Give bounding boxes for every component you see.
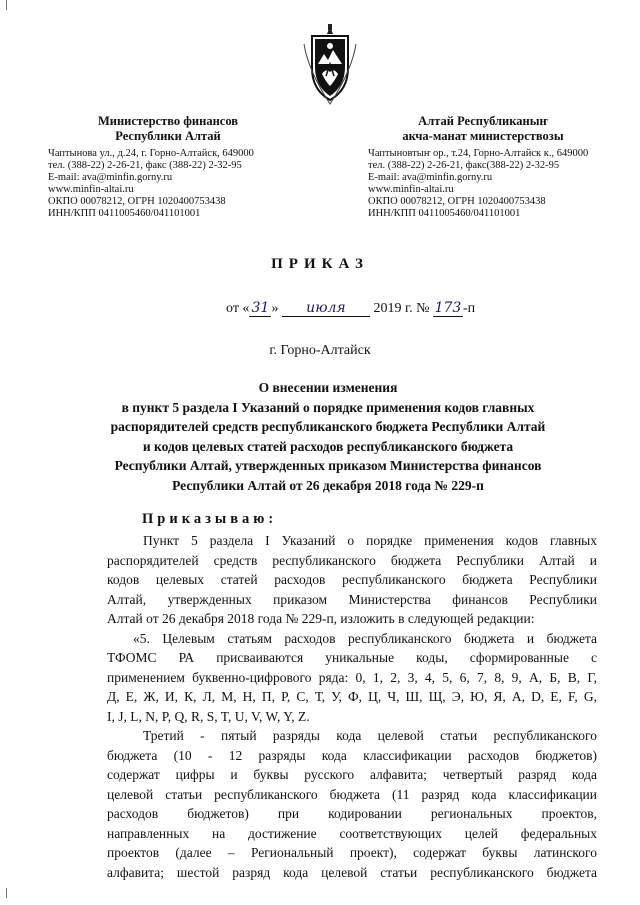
body-line: кодов целевых статей расходов республиканского бюджета Республики [107,572,597,587]
ministry-website-altai: www.minfin-altai.ru [368,184,454,195]
order-number-suffix: -п [462,301,476,316]
subject-line: О внесении изменения [258,380,398,395]
ministry-name-line1: Министерство финансов [97,114,239,128]
order-number: 173 [434,300,462,316]
ministry-name [48,114,288,144]
body-line: Д, Е, Ж, И, К, Л, М, Н, П, Р, С, Т, У, Ф, Ц, Ч, Ш, Щ, Э, Ю, Я, A, D, E, F, G, [107,689,597,704]
ministry-name-line2: Республики Алтай [115,129,221,143]
body-line: бюджета (10 - 12 разряды кода классификации расходов бюджетов) [107,747,597,763]
date-year: 2019 г. № [369,301,433,316]
ministry-phone-altai: тел. (388-22) 2-26-21, факс(388-22) 2-32-95 [368,160,560,171]
ministry-header-russian [48,114,318,220]
scan-margin-mark [6,888,7,898]
ministry-inn-altai: ИНН/КПП 0411005460/041101001 [368,208,521,219]
ministry-okpo: ОКПО 00078212, ОГРН 1020400753438 [48,196,226,207]
ministry-email: E-mail: ava@minfin.gorny.ru [48,172,173,183]
ministry-address: Чаптынова ул., д.24, г. Горно-Алтайск, 649000 [48,148,254,159]
body-line: целевой статьи республиканского бюджета (11 разряд кода классификации [107,786,597,802]
body-line: ТФОМС РА присваиваются уникальные коды, сформированные с [107,650,597,665]
body-line: содержат цифры и буквы русского алфавита; четвертый разряд кода [107,767,597,782]
scan-margin-mark [6,0,7,10]
subject-line: и кодов целевых статей расходов республиканского бюджета [142,438,514,454]
ministry-name-altai-line1: Алтай Республиканыҥ [418,114,548,128]
document-title: ПРИКАЗ [271,256,369,272]
date-mid: » [271,301,282,316]
ministry-header-altai [368,114,628,220]
body-line: Третий - пятый разряды кода целевой статьи республиканского [143,728,597,743]
ministry-name-altai [368,114,598,144]
ministry-name-altai-line2: акча-манат министерствозы [402,129,564,143]
decree-word: Приказываю: [142,511,278,527]
body-line: проектов (далее – Региональный проект), содержат буквы латинского [107,845,597,860]
body-line: Алтай от 26 декабря 2018 года № 229-п, изложить в следующей редакции: [107,611,535,626]
order-subject [100,378,556,495]
body-line: Пункт 5 раздела I Указаний о порядке применения кодов главных [143,533,597,548]
body-line: распорядителей средств республиканского бюджета Республики Алтай и [107,552,597,568]
date-month: июля [282,300,370,317]
body-line: алфавита; шестой разряд кода целевой статьи республиканского бюджета [107,864,597,880]
subject-line: распорядителей средств республиканского бюджета Республики Алтай [110,419,546,434]
body-line: расходов бюджетов) при кодировании региональных проектов, [107,806,597,821]
ministry-address-altai: Чаптыновтыҥ ор., т.24, Горно-Алтайск к., 649000 [368,148,589,159]
ministry-website: www.minfin-altai.ru [48,184,134,195]
ministry-phone: тел. (388-22) 2-26-21, факс (388-22) 2-32-95 [48,160,242,171]
ministry-inn: ИНН/КПП 0411005460/041101001 [48,208,201,219]
city: г. Горно-Алтайск [269,343,371,358]
order-body [107,531,597,882]
body-line: «5. Целевым статьям расходов республиканского бюджета и бюджета [133,630,597,646]
subject-line: Республики Алтай от 26 декабря 2018 года № 229-п [172,477,484,493]
body-line: Алтай, утвержденных приказом Министерства финансов Республики [107,591,597,607]
order-date-number [226,300,475,317]
subject-line: Республики Алтай, утвержденных приказом Министерства финансов [114,458,542,473]
ministry-okpo-altai: ОКПО 00078212, ОГРН 1020400753438 [368,196,546,207]
body-line: направленных на достижение соответствующих целей федеральных [107,825,597,841]
ministry-email-altai: E-mail: ava@minfin.gorny.ru [368,172,493,183]
date-day: 31 [249,300,271,317]
subject-line: в пункт 5 раздела I Указаний о порядке применения кодов главных [121,399,535,415]
body-line: I, J, L, N, P, Q, R, S, T, U, V, W, Y, Z. [107,708,310,724]
date-prefix: от « [226,301,250,316]
altai-coat-of-arms-icon [300,24,360,106]
body-line: применением буквенно-цифрового ряда: 0, 1, 2, 3, 4, 5, 6, 7, 8, 9, А, Б, В, Г, [107,669,597,685]
